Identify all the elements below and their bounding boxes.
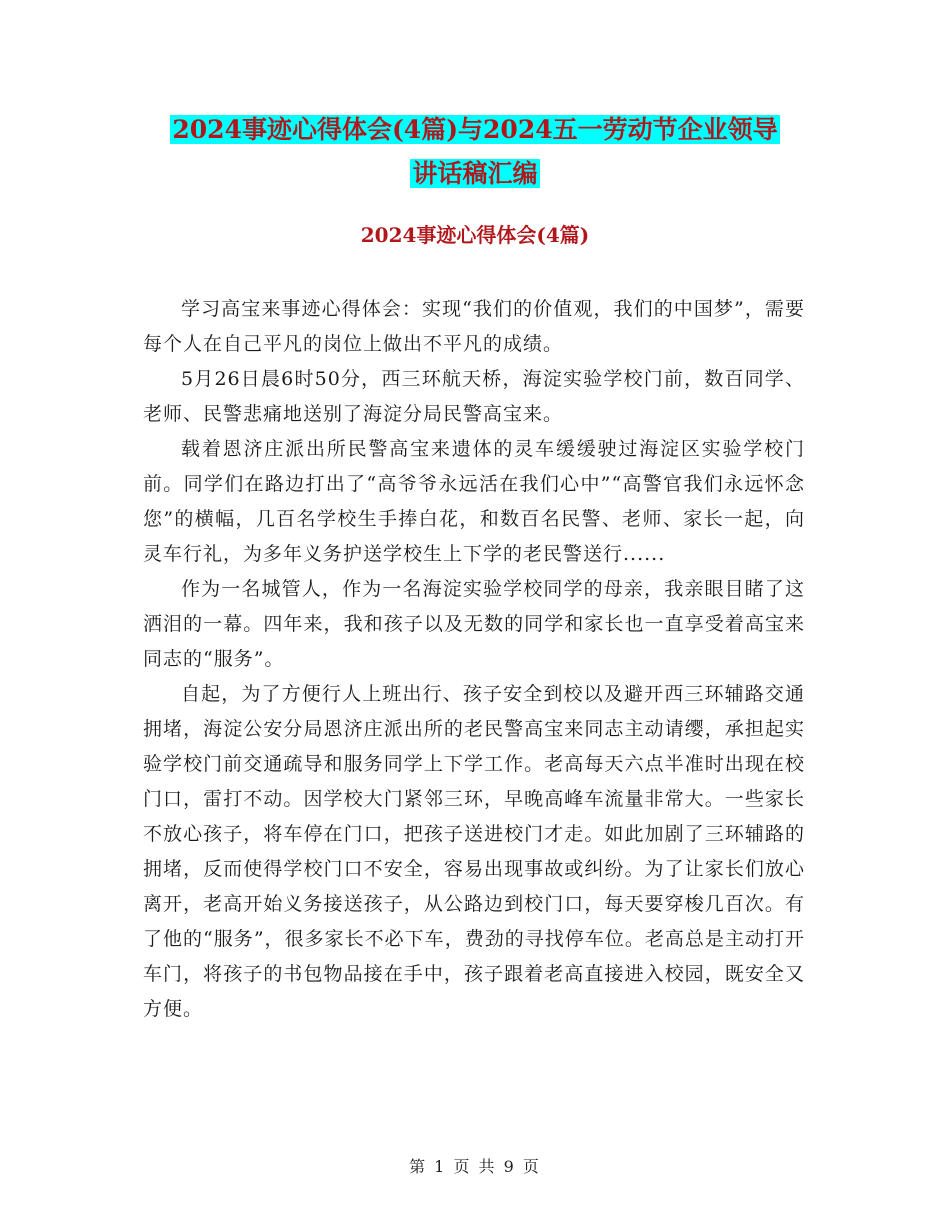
- paragraph: 5月26日晨6时50分，西三环航天桥，海淀实验学校门前，数百同学、老师、民警悲痛地送别了海淀分局民警高宝来。: [143, 368, 805, 425]
- paragraph: 自起，为了方便行人上班出行、孩子安全到校以及避开西三环辅路交通拥堵，海淀公安分局恩济庄派出所的老民警高宝来同志主动请缨，承担起实验学校门前交通疏导和服务同学上下学工作。老高每天六点半准时出现在校门口，雷打不动。因学校大门紧邻三环，早晚高峰车流量非常大。一些家长不放心孩子，将车停在门口，把孩子送进校门才走。如此加剧了三环辅路的拥堵，反而使得学校门口不安全，容易出现事故或纠纷。为了让家长们放心离开，老高开始义务接送孩子，从公路边到校门口，每天要穿梭几百次。有了他的“服务”，很多家长不必下车，费劲的寻找停车位。老高总是主动打开车门，将孩子的书包物品接在手中，孩子跟着老高直接进入校园，既安全又方便。: [143, 683, 805, 1020]
- section-heading: 2024事迹心得体会(4篇): [360, 223, 590, 247]
- title-highlight: 讲话稿汇编: [412, 159, 538, 188]
- page-number-footer: 第 1 页 共 9 页: [409, 1157, 541, 1176]
- document-body: [143, 292, 805, 1027]
- title-highlight: 2024事迹心得体会(4篇)与2024五一劳动节企业领导: [172, 115, 778, 144]
- paragraph: 学习高宝来事迹心得体会：实现“我们的价值观，我们的中国梦”，需要每个人在自己平凡的岗位上做出不平凡的成绩。: [143, 298, 805, 355]
- document-title-line-1: [0, 112, 950, 148]
- paragraph: 载着恩济庄派出所民警高宝来遗体的灵车缓缓驶过海淀区实验学校门前。同学们在路边打出了“高爷爷永远活在我们心中”“高警官我们永远怀念您”的横幅，几百名学校生手捧白花，和数百名民警、老师、家长一起，向灵车行礼，为多年义务护送学校生上下学的老民警送行......: [143, 438, 805, 565]
- paragraph: 作为一名城管人，作为一名海淀实验学校同学的母亲，我亲眼目睹了这洒泪的一幕。四年来，我和孩子以及无数的同学和家长也一直享受着高宝来同志的“服务”。: [143, 578, 805, 670]
- document-title-line-2: [0, 156, 950, 192]
